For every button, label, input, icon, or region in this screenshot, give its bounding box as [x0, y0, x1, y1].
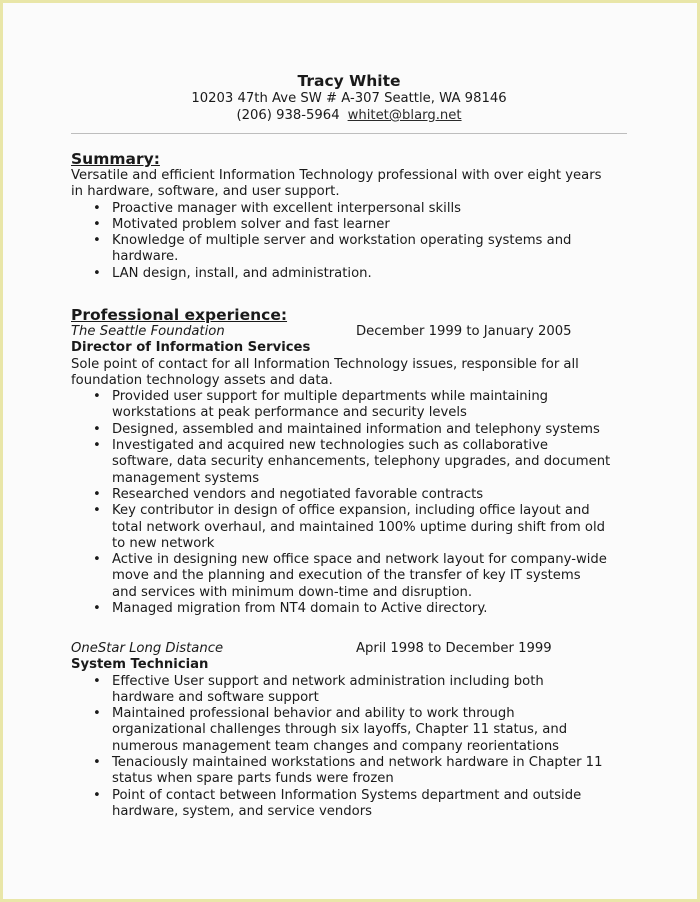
paragraph-line: Versatile and efficient Information Technology professional with over eight years	[71, 168, 602, 183]
bullet-line: Maintained professional behavior and ability to work through	[112, 706, 515, 722]
job-entry	[71, 641, 631, 820]
header-divider	[71, 133, 627, 134]
job-title: Director of Information Services	[71, 340, 311, 356]
candidate-email-link[interactable]: whitet@blarg.net	[347, 108, 462, 123]
bullet-line: hardware.	[112, 249, 179, 265]
bullet-item	[71, 755, 631, 788]
bullet-line: to new network	[112, 535, 215, 551]
bullet-line: Investigated and acquired new technologies such as collaborative	[112, 438, 549, 454]
bullet-line: LAN design, install, and administration.	[112, 265, 372, 281]
bullet-item	[71, 201, 631, 217]
summary-bullets	[71, 201, 631, 282]
bullet-line: management systems	[112, 470, 260, 486]
candidate-name: Tracy White	[297, 72, 401, 90]
job-bullets	[71, 674, 631, 821]
bullet-glyph: •	[93, 216, 101, 232]
bullet-line: total network overhaul, and maintained 100% uptime during shift from old	[112, 519, 606, 535]
bullet-line: Provided user support for multiple departments while maintaining	[112, 389, 549, 405]
bullet-glyph: •	[93, 486, 101, 502]
bullet-glyph: •	[93, 265, 101, 281]
bullet-item	[71, 422, 631, 438]
bullet-line: hardware, system, and service vendors	[112, 803, 372, 819]
paragraph-line: Sole point of contact for all Information Technology issues, responsible for all	[71, 356, 579, 372]
bullet-glyph: •	[93, 706, 101, 722]
bullet-item	[71, 266, 631, 282]
bullet-item	[71, 552, 631, 601]
bullet-line: hardware and software support	[112, 689, 319, 705]
bullet-item	[71, 674, 631, 707]
job-company-line	[71, 641, 631, 657]
bullet-line: Motivated problem solver and fast learner	[112, 216, 390, 232]
job-entry	[71, 324, 631, 617]
paragraph-line: foundation technology assets and data.	[71, 372, 333, 388]
job-dates: December 1999 to January 2005	[356, 324, 572, 339]
summary-block	[71, 168, 631, 282]
bullet-glyph: •	[93, 233, 101, 249]
bullet-item	[71, 233, 631, 266]
job-company-line	[71, 324, 631, 340]
bullet-glyph: •	[93, 421, 101, 437]
bullet-line: Managed migration from NT4 domain to Active directory.	[112, 601, 488, 617]
bullet-line: Effective User support and network administration including both	[112, 673, 544, 689]
bullet-line: Point of contact between Information Systems department and outside	[112, 787, 582, 803]
bullet-item	[71, 217, 631, 233]
bullet-line: status when spare parts funds were frozen	[112, 771, 394, 787]
bullet-glyph: •	[93, 200, 101, 216]
bullet-item	[71, 487, 631, 503]
job-dates: April 1998 to December 1999	[356, 641, 552, 656]
bullet-item	[71, 389, 631, 422]
resume-page	[3, 3, 697, 899]
bullet-glyph: •	[93, 673, 101, 689]
bullet-glyph: •	[93, 389, 101, 405]
experience-heading: Professional experience:	[71, 306, 288, 324]
bullet-glyph: •	[93, 601, 101, 617]
bullet-line: workstations at peak performance and security levels	[112, 405, 467, 421]
bullet-line: organizational challenges through six layoffs, Chapter 11 status, and	[112, 722, 568, 738]
bullet-item	[71, 503, 631, 552]
job-company: The Seattle Foundation	[71, 324, 225, 339]
bullet-line: and services with minimum down-time and disruption.	[112, 584, 473, 600]
bullet-glyph: •	[93, 755, 101, 771]
bullet-line: numerous management team changes and company reorientations	[112, 738, 560, 754]
bullet-line: Key contributor in design of office expansion, including office layout and	[112, 503, 590, 519]
bullet-glyph: •	[93, 552, 101, 568]
bullet-item	[71, 788, 631, 821]
bullet-line: Tenaciously maintained workstations and network hardware in Chapter 11	[112, 755, 603, 771]
bullet-item	[71, 706, 631, 755]
summary-heading: Summary:	[71, 150, 160, 168]
bullet-line: Knowledge of multiple server and workstation operating systems and	[112, 233, 572, 249]
bullet-item	[71, 601, 631, 617]
bullet-line: Researched vendors and negotiated favorable contracts	[112, 486, 484, 502]
bullet-line: Proactive manager with excellent interpersonal skills	[112, 200, 462, 216]
bullet-line: Designed, assembled and maintained information and telephony systems	[112, 421, 600, 437]
job-intro	[71, 357, 631, 390]
job-title: System Technician	[71, 657, 209, 673]
bullet-line: software, data security enhancements, telephony upgrades, and document	[112, 454, 611, 470]
bullet-glyph: •	[93, 438, 101, 454]
candidate-phone: (206) 938-5964	[236, 108, 340, 123]
bullet-glyph: •	[93, 503, 101, 519]
bullet-item	[71, 438, 631, 487]
job-bullets	[71, 389, 631, 617]
paragraph-line: in hardware, software, and user support.	[71, 184, 340, 200]
contact-line	[71, 108, 627, 124]
summary-intro	[71, 168, 631, 201]
bullet-line: Active in designing new office space and network layout for company-wide	[112, 552, 607, 568]
job-company: OneStar Long Distance	[71, 641, 224, 656]
bullet-line: move and the planning and execution of the transfer of key IT systems	[112, 568, 581, 584]
bullet-glyph: •	[93, 787, 101, 803]
candidate-address: 10203 47th Ave SW # A-307 Seattle, WA 98146	[191, 91, 507, 106]
